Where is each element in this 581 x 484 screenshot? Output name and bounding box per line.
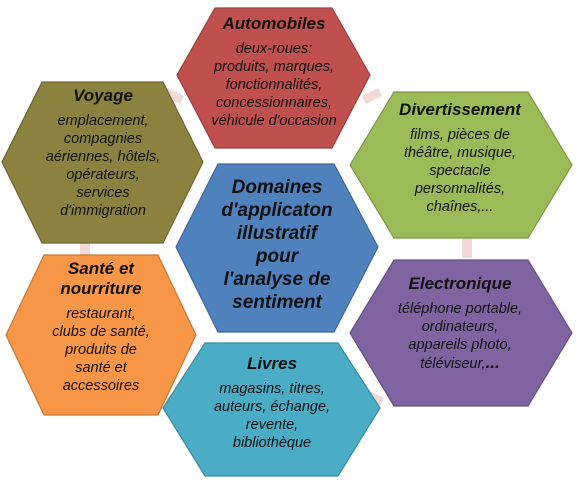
divertissement-title: Divertissement <box>399 100 521 119</box>
automobiles-body: deux-roues: produits, marques, fonctionnalités, concessionnaires, véhicule d'occasion <box>211 41 337 129</box>
automobiles-title: Automobiles <box>222 14 326 33</box>
electronique-title: Electronique <box>408 274 512 293</box>
voyage-title: Voyage <box>73 86 133 105</box>
sante-body: restaurant, clubs de santé, produits de santé et accessoires <box>52 306 150 394</box>
sante-text <box>14 259 188 395</box>
electronique-text <box>358 274 562 373</box>
voyage-body: emplacement, compagnies aériennes, hôtels, opérateurs, services d'immigration <box>45 113 161 219</box>
livres-text <box>175 354 369 452</box>
livres-body: magasins, titres, auteurs, échange, revente, bibliothèque <box>213 381 331 451</box>
electronique-body-wrap <box>398 300 522 373</box>
electronique-ellipsis: ... <box>485 353 500 372</box>
center-title: Domaines d'applicaton illustratif pour l'analyse de sentiment <box>221 177 333 313</box>
electronique-body: téléphone portable, ordinateurs, appareils photo, téléviseur, <box>397 301 523 372</box>
sante-title: Santé et nourriture <box>60 259 142 298</box>
automobiles-text <box>187 14 361 130</box>
voyage-text <box>12 86 194 220</box>
divertissement-text <box>358 100 562 216</box>
livres-title: Livres <box>246 354 298 373</box>
divertissement-body: films, pièces de théâtre, musique, spectacle personnalités, chaînes,... <box>403 127 517 215</box>
